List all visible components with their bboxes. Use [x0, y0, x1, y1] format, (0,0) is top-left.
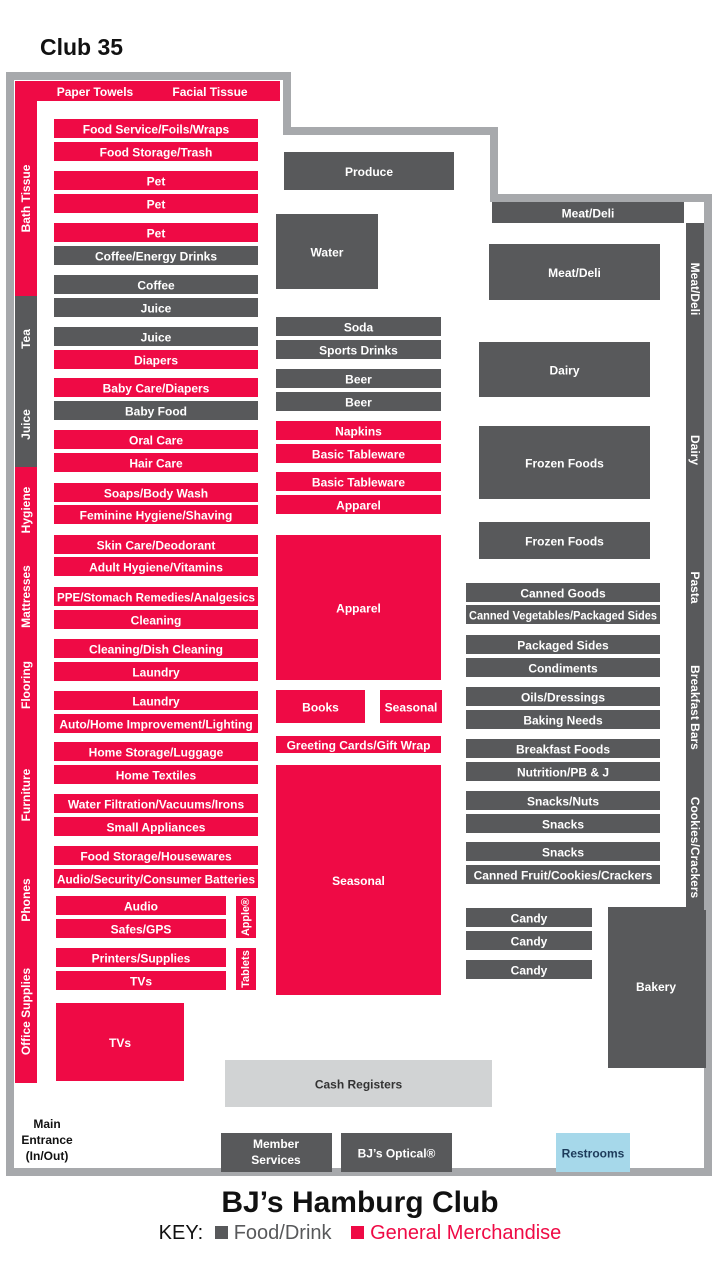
- member-services-line-1: Member: [252, 1137, 300, 1151]
- front-cash-registers: [225, 1060, 492, 1107]
- aisle-label: Baby Care/Diapers: [102, 381, 210, 396]
- aisle-label: Audio/Security/Consumer Batteries: [57, 872, 256, 887]
- club-number: Club 35: [40, 34, 124, 60]
- aisle-label: Baking Needs: [523, 713, 603, 728]
- aisle-label: Restrooms: [561, 1146, 625, 1161]
- aisle-center-beer: [276, 392, 441, 411]
- aisle-label: Home Textiles: [115, 768, 197, 783]
- aisle-label: Printers/Supplies: [91, 951, 191, 966]
- aisle-label: Canned Vegetables/Packaged Sides: [469, 608, 658, 623]
- aisle-label: Canned Goods: [520, 586, 606, 601]
- aisle-label: Audio: [124, 899, 158, 914]
- aisle-label: Food Service/Foils/Wraps: [82, 122, 230, 137]
- map-key: [0, 1222, 720, 1245]
- aisle-label: Hair Care: [129, 456, 183, 471]
- aisle-label: Hygiene: [19, 486, 33, 534]
- aisle-label: Snacks: [541, 817, 585, 832]
- aisle-left-feminine-hygiene-shaving: [54, 505, 258, 524]
- aisle-left-cleaning: [54, 610, 258, 629]
- aisle-left-skin-care-deodorant: [54, 535, 258, 554]
- aisle-label: Cleaning/Dish Cleaning: [88, 642, 224, 657]
- aisle-left-cleaning-dish-cleaning: [54, 639, 258, 658]
- aisle-left-oral-care: [54, 430, 258, 449]
- aisle-label: Coffee: [137, 278, 175, 293]
- aisle-center-seasonal: [276, 765, 441, 995]
- aisle-label: Safes/GPS: [110, 922, 172, 937]
- aisle-label: Candy: [510, 963, 548, 978]
- aisle-left-baby-food: [54, 401, 258, 420]
- aisle-left-juice: [54, 298, 258, 317]
- aisle-left-food-storage-trash: [54, 142, 258, 161]
- aisle-label: Apparel: [336, 601, 381, 616]
- aisle-label: Pasta: [688, 571, 702, 604]
- aisle-label: Meat/Deli: [688, 262, 702, 316]
- aisle-label: Produce: [344, 165, 394, 179]
- aisle-left-ppe-stomach-remedies-analgesics: [54, 587, 258, 606]
- perimeter-right-dairy: [686, 355, 704, 545]
- food-swatch: [215, 1226, 228, 1239]
- aisle-label: Apparel: [336, 498, 381, 513]
- perimeter-left-phones: [15, 860, 37, 940]
- aisle-right-frozen-foods: [479, 522, 650, 559]
- aisle-center-water: [276, 214, 378, 289]
- aisle-label: Basic Tableware: [311, 447, 406, 462]
- aisle-right-packaged-sides: [466, 635, 660, 654]
- aisle-left-diapers: [54, 350, 258, 369]
- aisle-center-basic-tableware: [276, 444, 441, 463]
- aisle-label: Tea: [19, 329, 33, 349]
- aisle-label: Furniture: [19, 768, 33, 822]
- aisle-left-tvs: [56, 1003, 184, 1081]
- aisle-label: Condiments: [528, 661, 598, 676]
- aisle-label: Pet: [146, 197, 166, 212]
- aisle-label: Meat/Deli: [561, 206, 615, 221]
- aisle-right-canned-fruit-cookies-crackers: [466, 865, 660, 884]
- aisle-label: Feminine Hygiene/Shaving: [79, 508, 233, 523]
- aisle-center-basic-tableware: [276, 472, 441, 491]
- aisle-left-pet: [54, 194, 258, 213]
- perimeter-right-breakfast-bars: [686, 630, 704, 785]
- aisle-label: Skin Care/Deodorant: [96, 538, 216, 553]
- aisle-left-juice: [54, 327, 258, 346]
- aisle-label: Candy: [510, 911, 548, 926]
- aisle-label: Greeting Cards/Gift Wrap: [286, 738, 431, 753]
- aisle-label: Coffee/Energy Drinks: [94, 249, 218, 264]
- aisle-right-frozen-foods: [479, 426, 650, 499]
- aisle-label: Oils/Dressings: [520, 690, 606, 705]
- aisle-label: Mattresses: [19, 565, 33, 628]
- aisle-right-nutrition-pb-j: [466, 762, 660, 781]
- aisle-left-small-appliances: [54, 817, 258, 836]
- aisle-label: Auto/Home Improvement/Lighting: [59, 717, 253, 732]
- aisle-label: Snacks/Nuts: [526, 794, 600, 809]
- aisle-center-soda: [276, 317, 441, 336]
- aisle-label: BJ’s Optical®: [357, 1146, 436, 1161]
- general-swatch: [351, 1226, 364, 1239]
- aisle-right-oils-dressings: [466, 687, 660, 706]
- aisle-left-laundry: [54, 662, 258, 681]
- entrance-line-2: Entrance: [21, 1133, 73, 1147]
- front-bj-s-optical: [341, 1133, 452, 1172]
- aisle-right-meat-deli: [489, 244, 660, 300]
- front-restrooms: [556, 1133, 630, 1172]
- aisle-label: Food Storage/Trash: [99, 145, 213, 160]
- aisle-label: Diapers: [133, 353, 179, 368]
- aisle-label: Snacks: [541, 845, 585, 860]
- perimeter-left-office-supplies: [15, 940, 37, 1083]
- aisle-label: Candy: [510, 934, 548, 949]
- aisle-right-candy: [466, 908, 592, 927]
- store-name: BJ’s Hamburg Club: [221, 1186, 499, 1219]
- aisle-label: Home Storage/Luggage: [88, 745, 224, 760]
- perimeter-left-hygiene: [15, 467, 37, 553]
- aisle-label: Juice: [19, 409, 33, 440]
- aisle-label: Office Supplies: [19, 967, 33, 1056]
- aisle-right-baking-needs: [466, 710, 660, 729]
- aisle-left-apple: [236, 896, 256, 938]
- aisle-label: Sports Drinks: [319, 343, 398, 358]
- aisle-left-pet: [54, 171, 258, 190]
- aisle-label: Cleaning: [130, 613, 182, 628]
- aisle-label: Seasonal: [384, 700, 438, 715]
- aisle-center-napkins: [276, 421, 441, 440]
- perimeter-right-meat-deli: [686, 223, 704, 355]
- aisle-left-adult-hygiene-vitamins: [54, 557, 258, 576]
- aisle-label: Dairy: [688, 434, 702, 466]
- aisle-center-apparel: [276, 535, 441, 680]
- perimeter-right-cookies-crackers: [686, 785, 704, 910]
- aisle-label: Cash Registers: [314, 1077, 403, 1092]
- aisle-label: Adult Hygiene/Vitamins: [89, 560, 223, 575]
- perimeter-right-meat-deli: [492, 202, 684, 223]
- aisle-label: Frozen Foods: [525, 456, 604, 471]
- aisle-center-books: [276, 690, 365, 723]
- entrance-line-1: Main: [33, 1117, 61, 1131]
- aisle-left-water-filtration-vacuums-irons: [54, 794, 258, 813]
- perimeter-left-tea: [15, 296, 37, 382]
- aisle-label: Juice: [140, 330, 172, 345]
- aisle-left-coffee-energy-drinks: [54, 246, 258, 265]
- aisle-left-baby-care-diapers: [54, 378, 258, 397]
- aisle-center-apparel: [276, 495, 441, 514]
- aisle-label: Breakfast Foods: [515, 742, 611, 757]
- aisle-label: PPE/Stomach Remedies/Analgesics: [57, 590, 256, 605]
- aisle-label: Meat/Deli: [548, 266, 601, 280]
- key-label: KEY:: [158, 1222, 204, 1244]
- aisle-label: Dairy: [549, 363, 580, 378]
- aisle-label: Phones: [19, 878, 33, 922]
- aisle-label: Seasonal: [332, 874, 385, 888]
- member-services-line-2: Services: [251, 1153, 301, 1167]
- aisle-left-tablets: [236, 948, 256, 990]
- aisle-label: Water: [310, 245, 344, 260]
- aisle-right-snacks: [466, 814, 660, 833]
- aisle-left-audio: [56, 896, 226, 915]
- aisle-label: Cookies/Crackers: [688, 796, 702, 899]
- aisle-left-audio-security-consumer-batteries: [54, 869, 258, 888]
- key-general-merchandise: General Merchandise: [370, 1222, 562, 1244]
- aisle-left-safes-gps: [56, 919, 226, 938]
- aisle-label: Laundry: [132, 694, 180, 709]
- aisle-right-candy: [466, 931, 592, 950]
- aisle-label: Tablets: [240, 950, 252, 988]
- aisle-label: Soaps/Body Wash: [103, 486, 209, 501]
- aisle-center-greeting-cards-gift-wrap: [276, 736, 441, 753]
- aisle-label: Breakfast Bars: [688, 665, 702, 750]
- aisle-label: Juice: [140, 301, 172, 316]
- aisle-label: Nutrition/PB & J: [517, 765, 609, 780]
- aisle-label: Flooring: [19, 661, 33, 709]
- aisle-label: TVs: [108, 1036, 132, 1050]
- aisle-left-tvs: [56, 971, 226, 990]
- aisle-left-home-storage-luggage: [54, 742, 258, 761]
- aisle-label: Apple®: [240, 897, 252, 936]
- aisle-right-dairy: [479, 342, 650, 397]
- aisle-right-candy: [466, 960, 592, 979]
- aisle-label: Frozen Foods: [525, 534, 604, 549]
- perimeter-right-pasta: [686, 545, 704, 630]
- aisle-left-food-storage-housewares: [54, 846, 258, 865]
- aisle-left-laundry: [54, 691, 258, 710]
- aisle-center-sports-drinks: [276, 340, 441, 359]
- perimeter-left-furniture: [15, 730, 37, 860]
- aisle-label: TVs: [129, 974, 153, 989]
- aisle-left-pet: [54, 223, 258, 242]
- perimeter-left-flooring: [15, 640, 37, 730]
- aisle-right-canned-goods: [466, 583, 660, 602]
- perimeter-left-juice: [15, 382, 37, 467]
- perimeter-left-mattresses: [15, 553, 37, 640]
- aisle-right-breakfast-foods: [466, 739, 660, 758]
- aisle-center-beer: [276, 369, 441, 388]
- aisle-label: Beer: [345, 395, 372, 410]
- aisle-left-coffee: [54, 275, 258, 294]
- aisle-right-snacks: [466, 842, 660, 861]
- aisle-left-soaps-body-wash: [54, 483, 258, 502]
- aisle-label: Pet: [146, 174, 166, 189]
- aisle-right-canned-vegetables-packaged-sides: [466, 605, 660, 624]
- aisle-left-hair-care: [54, 453, 258, 472]
- aisle-label: Oral Care: [128, 433, 184, 448]
- aisle-label: Napkins: [335, 424, 382, 439]
- aisle-center-seasonal: [380, 690, 442, 723]
- entrance-line-3: (In/Out): [25, 1149, 69, 1163]
- aisle-right-condiments: [466, 658, 660, 677]
- aisle-label: Books: [302, 700, 339, 715]
- key-food-drink: Food/Drink: [233, 1222, 332, 1244]
- aisle-label: Baby Food: [125, 404, 187, 419]
- aisle-left-auto-home-improvement-lighting: [54, 714, 258, 733]
- aisle-right-snacks-nuts: [466, 791, 660, 810]
- aisle-label: Small Appliances: [106, 820, 206, 835]
- aisle-label: Canned Fruit/Cookies/Crackers: [473, 868, 653, 883]
- aisle-right-bakery: Bakery: [635, 980, 677, 994]
- aisle-label: Water Filtration/Vacuums/Irons: [67, 797, 245, 812]
- perimeter-top-facial-tissue: Facial Tissue: [172, 85, 248, 99]
- aisle-label: Food Storage/Housewares: [80, 849, 232, 864]
- aisle-label: Pet: [146, 226, 166, 241]
- aisle-left-printers-supplies: [56, 948, 226, 967]
- aisle-label: Basic Tableware: [311, 475, 406, 490]
- main-entrance-label: [14, 1116, 80, 1164]
- aisle-label: Packaged Sides: [517, 638, 609, 653]
- aisle-left-home-textiles: [54, 765, 258, 784]
- aisle-label: Soda: [343, 320, 374, 335]
- aisle-left-food-service-foils-wraps: [54, 119, 258, 138]
- perimeter-left-bath-tissue: [15, 101, 37, 296]
- aisle-label: Bath Tissue: [19, 164, 33, 233]
- aisle-label: Laundry: [132, 665, 180, 680]
- perimeter-top-paper-towels: Paper Towels: [56, 85, 134, 99]
- aisle-label: Beer: [345, 372, 372, 387]
- aisle-center-produce: [284, 152, 454, 190]
